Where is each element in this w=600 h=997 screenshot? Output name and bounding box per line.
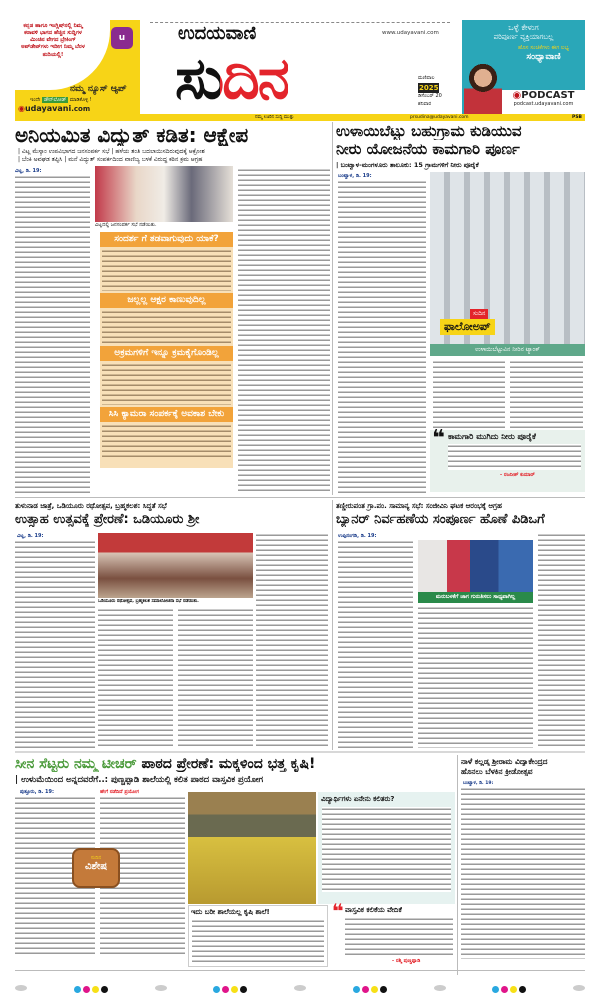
left-app-ad[interactable] (15, 20, 140, 115)
story3-photo (98, 533, 253, 598)
date: ಡಿಸೆಂಬರ್ 20 (418, 93, 442, 99)
story3-photo-caption: ಒಡಿಯೂರು ರಥೋತ್ಸವ, ಬ್ರಹ್ಮಕಲಶ ಸಮಾಲೋಚನಾ ಸಭೆ ನಡೆಯಿತು. (98, 599, 199, 604)
farm-school-box (188, 905, 328, 967)
story5-quote (332, 899, 455, 967)
cta-suffix: ಮಾಡಿಕೊಳ್ಳಿ ! (69, 97, 92, 103)
story3-body-col3 (178, 608, 253, 748)
story6-headline-1: ನಾಳೆ ಕಲ್ಲಡ್ಕ ಶ್ರೀರಾಮ ವಿದ್ಯಾಕೇಂದ್ರದ (461, 758, 548, 766)
story2-headline-2: ನೀರು ಯೋಜನೆಯ ಕಾಮಗಾರಿ ಪೂರ್ಣ (336, 141, 520, 158)
learned-box (318, 792, 455, 904)
followup-label: ಫಾಲೋಅಪ್ (440, 319, 495, 335)
story1-body-col3 (238, 168, 330, 493)
followup-brand: ಸುದಿನ (470, 309, 488, 319)
tagline-strip (15, 114, 585, 121)
quote-icon: ❝ (332, 899, 344, 923)
host-photo (464, 62, 502, 115)
special-badge (72, 848, 120, 888)
story1-body-col1 (15, 175, 90, 495)
story3-body-col2 (98, 608, 173, 748)
story1-dateline: ವಿಟ್ಲ, ಡಿ. 19: (15, 168, 42, 174)
story3-body-col4 (256, 533, 328, 748)
edition-code: PSB (572, 115, 582, 120)
edition-label: ಮಣಿಪಾಲ (418, 75, 435, 81)
story4-body-col2 (418, 606, 533, 748)
podcast-logo-icon: ◉ (512, 90, 522, 101)
box-title: ಜಲ್ಲಲ್ಲ ಆಕ್ಷರ ಕಾಣುವುದಿಲ್ಲ (100, 293, 233, 308)
udayavani-logo-icon: ◉ (18, 104, 25, 113)
ad-name: ಸಂಧ್ಯಾವಾಣಿ (526, 52, 561, 62)
registration-marks (15, 978, 585, 997)
cta-prefix: ಇಂದೇ (30, 97, 41, 103)
story3-body-col1 (15, 540, 95, 748)
email: prsudina@udayavani.com (410, 115, 469, 120)
story4-headline: ಬ್ಯಾನರ್ ನಿರ್ವಹಣೆಯ ಸಂಪೂರ್ಣ ಹೊಣೆ ಪಿಡಿಒಗೆ (336, 513, 545, 527)
quote-icon: ❝ (432, 426, 445, 451)
story1-photo (95, 166, 233, 222)
ad-line1: ಒಳ್ಳೆ ಕೇಳುಗ (508, 23, 539, 32)
story3-headline: ಉತ್ಸಾಹ ಉತ್ಸವಕ್ಕೆ ಪ್ರೇರಣೆ: ಒಡಿಯೂರು ಶ್ರೀ (15, 513, 200, 527)
story1-headline: ಅನಿಯಮಿತ ವಿದ್ಯುತ್ ಕಡಿತ: ಆಕ್ಷೇಪ (15, 124, 249, 146)
story2-quote (430, 426, 585, 492)
podcast-label: ◉PODCAST (512, 90, 575, 101)
story1-sub1: | ವಿಟ್ಲ ಮೆಸ್ಕಾಂ ಉಪವಿಭಾಗದ ಜನಸಂಪರ್ಕ ಸಭೆ | ಹಳೆಯ ತಂತಿ ಬದಲಾಯಿಸದಿರುವುದಕ್ಕೆ ಆಕ್ರೋಶ (18, 148, 205, 155)
quote-author: - ರಶ್ಮಿ ಪುಣ್ಚಪ್ಪಾಡಿ (392, 958, 421, 964)
podcast-url: podcast.udayavani.com (513, 101, 574, 107)
ad-line2: ಪರಿಪೂರ್ಣ ವ್ಯಕ್ತಿಯಾಗಬಲ್ಲ (493, 33, 554, 41)
ad-brand: udayavani (24, 104, 72, 113)
quote-title: ಕಾಮಗಾರಿ ಮುಗಿದು ನೀರು ಪೂರೈಕೆ (448, 433, 536, 441)
quote-title: ವಾಸ್ತವಿಕ ಕಲಿಕೆಯ ವೇದಿಕೆ (345, 907, 402, 914)
story4-photo-caption: ಮರುಬಳಕೆಗೆ ಜಾಗ ಗುರುತಿಸಲು ಸಾಧ್ಯವಾಗಿಲ್ಲ (418, 592, 533, 603)
story2-dateline: ಬಂಟ್ವಾಳ, ಡಿ. 19: (338, 173, 372, 179)
story6-body (461, 787, 585, 959)
story2-body (338, 180, 426, 493)
story3-dateline: ವಿಟ್ಲ, ಡಿ. 19: (17, 533, 44, 539)
box-title: ವಿದ್ಯಾರ್ಥಿಗಳು ಏನೇನು ಕಲಿತರು? (321, 795, 395, 803)
story6-headline-2: ಹೊನಲು ಬೆಳಕಿನ ಕ್ರೀಡೋತ್ಸವ (461, 768, 533, 776)
story4-body-col1 (338, 540, 413, 748)
story2-headline-1: ಉಳಾಯಿಬೆಟ್ಟು ಬಹುಗ್ರಾಮ ಕುಡಿಯುವ (336, 123, 522, 140)
podcast-ad[interactable] (462, 20, 585, 115)
quote-author: - ರಜನೀಶ್ ಕುಮಾರ್ (500, 472, 535, 478)
brand-big: ಸುದಿನ (175, 47, 288, 111)
story1-photo-caption: ವಿಟ್ಲದಲ್ಲಿ ಜನಸಂಪರ್ಕ ಸಭೆ ನಡೆಯಿತು. (95, 222, 157, 228)
story5-dateline: ಪುತ್ತೂರು, ಡಿ. 19: (20, 789, 54, 795)
paddy-field-photo (188, 792, 316, 904)
brand-logo (175, 47, 288, 111)
story4-body-col3 (538, 533, 585, 748)
story5-headline-green: ಸೀನ ಸೆಟ್ಟರು ನಮ್ಮ ಟೀಚರ್ (15, 757, 137, 772)
badge-label: ವಿಶೇಷ (84, 861, 107, 872)
ad-brand-suffix: .com (71, 105, 91, 113)
story1-sub2: | ಬೆಂಕಿ ಅವಘಡ ತಪ್ಪಿಸಿ | ಮನೆ ವಿದ್ಯುತ್ ಸಂಪರ್ಕದಿಂದ ವಾಣಿಜ್ಯ ಬಳಕೆ ವಿರುದ್ಧ ಕಠಿನ ಕ್ರಮ ಆಗ್ರಹ (18, 156, 203, 163)
story5-sub: | ಉಳುಮೆಯಿಂದ ಅನ್ನದವರೆಗೆ..: ಪುಣ್ಚಪ್ಪಾಡಿ ಶಾಲೆಯಲ್ಲಿ ಕಲಿತ ಪಾಠದ ವಾಸ್ತವಿಕ ಪ್ರಯೋಗ (15, 775, 264, 785)
year: 2025 (419, 83, 439, 92)
story5-headline-black: ಪಾಠದ ಪ್ರೇರಣೆ: ಮಕ್ಕಳಿಂದ ಭತ್ತ ಕೃಷಿ! (141, 757, 316, 772)
box-title: ಅಕ್ರಮಗಳಿಗೆ ಇನ್ನೂ ಕ್ರಮಕೈಗೊಂಡಿಲ್ಲ (100, 346, 233, 361)
story2-sub: | ಬಂಟ್ವಾಳ-ಮಂಗಳೂರು ತಾಲೂಕು: 15 ಗ್ರಾಮಗಳಿಗೆ ನೀರು ಪೂರೈಕೆ (336, 161, 479, 169)
story2-body-3 (510, 360, 583, 428)
story4-dateline: ಉಪ್ಪಿನಂಗಡಿ, ಡಿ. 19: (338, 533, 377, 539)
story6-dateline: ಬಂಟ್ವಾಳ, ಡಿ. 19: (463, 781, 494, 786)
box-title: ಸಂದರ್ಶ ಗೆ ತಡವಾಗುವುದು ಯಾಕೆ? (100, 232, 233, 247)
download-button[interactable]: ಡೌನ್‌ಲೋಡ್ (43, 97, 67, 103)
box2-title: ಇದು ಬರೀ ಶಾಲೆಯಲ್ಲ ಕೃಷಿ ಶಾಲೆ! (191, 908, 270, 916)
ad-headline: ನಮ್ಮ ನ್ಯೂಸ್ ಆ್ಯಪ್ (70, 84, 127, 94)
story4-kicker: ತಣ್ಣೀರುಪಂತ ಗ್ರಾ.ಪಂ. ಸಾಮಾನ್ಯ ಸಭೆ: ಸಂಜೀವಿನಿ ಘಟಕ ಆರಂಭಕ್ಕೆ ಆಗ್ರಹ (336, 502, 502, 510)
story1-factbox (100, 232, 233, 468)
box-title: ಸಿಸಿ ಕ್ಯಾಮರಾ ಸಂಪರ್ಕಕ್ಕೆ ಅವಕಾಶ ಬೇಕು (100, 407, 233, 422)
story2-photo-caption: ಉಳಾಯಿಬೆಟ್ಟುವಿನ ನೀರಿನ ಟ್ಯಾಂಕ್ (430, 344, 585, 356)
day: ಶನಿವಾರ (418, 100, 432, 107)
story2-body-2 (433, 360, 505, 428)
brand-small: ಉದಯವಾಣಿ (178, 24, 257, 44)
story5-subhead: ಹೇಗೆ ನಡೆದಿದೆ ಪ್ರಯೋಗ (100, 789, 140, 795)
ad-text: ಕನ್ನಡ ಹಾಗೂ ಇಂಗ್ಲಿಷ್‌ನಲ್ಲಿ ನಿಮ್ಮ ಕರಾವಳಿ ಭಾಗದ ಹೆಚ್ಚಿನ ಸುದ್ದಿಗಳ ಮಿಂಚಿನ ವೇಗದ ಬ್ರೇಕಿಂಗ್ ಅಪ್‌ಡೇಟ್‌ಗಳು ಇದೀಗ ನಿಮ್ಮ ಬೆರಳ ತುದಿಯಲ್ಲಿ! (21, 23, 85, 58)
story3-kicker: ತುಳುನಾಡ ಜಾತ್ರೆ, ಒಡಿಯೂರು ರಥೋತ್ಸವ, ಬ್ರಹ್ಮಕಲಶ: ಸಿದ್ಧತೆ ಸಭೆ (15, 502, 167, 510)
ad-line3: ಹೊಸ ಸಂಚಿಕೆಗಳು ಈಗ ಲಭ್ಯ (518, 45, 569, 51)
story4-photo (418, 540, 533, 592)
app-icon: u (111, 27, 133, 49)
badge-brand: ಸುದಿನ (90, 855, 102, 861)
tagline: ನಮ್ಮ ಊರಿನ ಸುದ್ದಿ ಮುತ್ತು (255, 115, 294, 120)
website: www.udayavani.com (382, 30, 439, 36)
